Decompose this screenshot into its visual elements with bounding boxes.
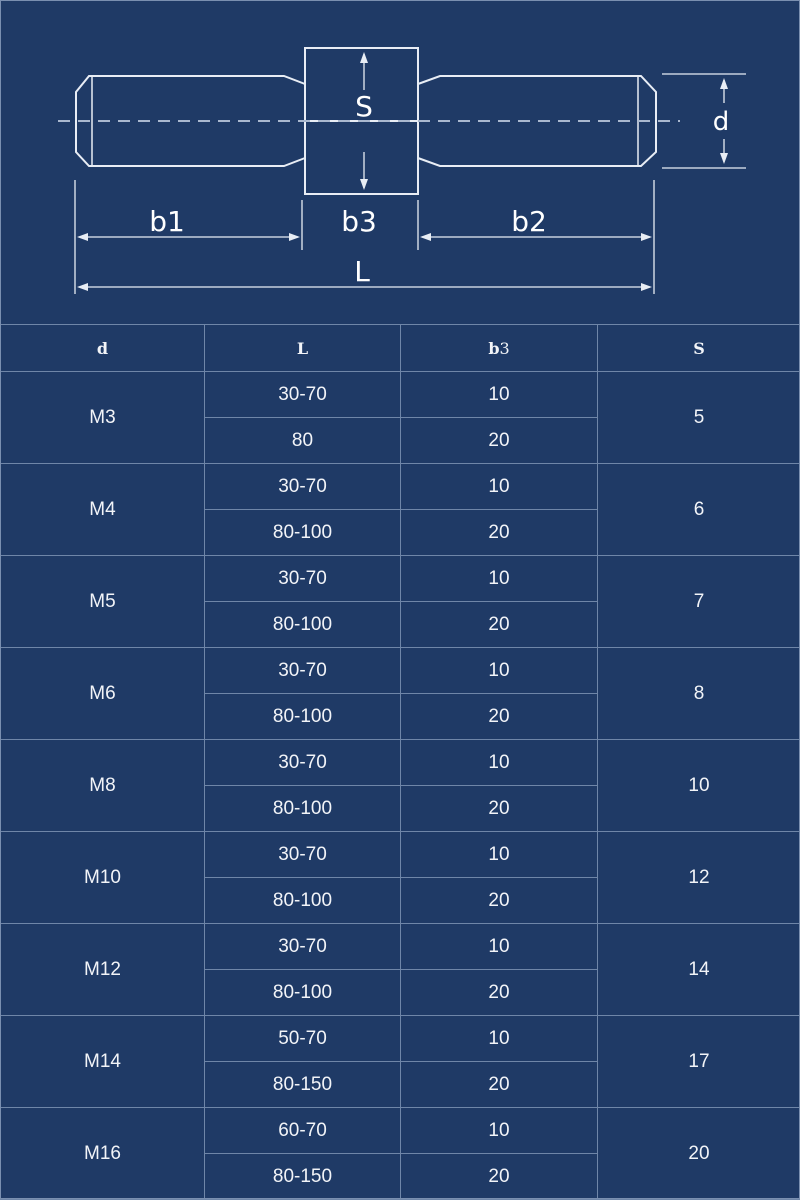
table-row [1, 832, 800, 878]
label-d: d [713, 107, 730, 137]
cell-b3: 20 [401, 694, 598, 740]
table-row [1, 556, 800, 602]
cell-L: 80-100 [205, 970, 401, 1016]
table-row [1, 648, 800, 694]
cell-d: M12 [1, 924, 205, 1016]
table-row [1, 740, 800, 786]
table-row [1, 372, 800, 418]
cell-d: M6 [1, 648, 205, 740]
cell-S: 8 [598, 648, 800, 740]
cell-b3: 10 [401, 1108, 598, 1154]
cell-b3: 20 [401, 1062, 598, 1108]
cell-L: 80-100 [205, 602, 401, 648]
label-L: L [354, 255, 370, 288]
cell-b3: 20 [401, 786, 598, 832]
header-S: S [598, 325, 800, 372]
cell-L: 80-100 [205, 786, 401, 832]
cell-L: 30-70 [205, 372, 401, 418]
cell-L: 50-70 [205, 1016, 401, 1062]
cell-L: 80-100 [205, 510, 401, 556]
cell-S: 7 [598, 556, 800, 648]
left-shank-outline [76, 76, 305, 166]
cell-L: 80-100 [205, 878, 401, 924]
cell-S: 17 [598, 1016, 800, 1108]
cell-b3: 20 [401, 602, 598, 648]
cell-b3: 10 [401, 924, 598, 970]
cell-b3: 10 [401, 1016, 598, 1062]
cell-L: 30-70 [205, 556, 401, 602]
header-d: d [1, 325, 205, 372]
label-b1: b1 [149, 205, 185, 238]
stud-bolt-diagram [0, 0, 800, 323]
cell-b3: 10 [401, 648, 598, 694]
cell-d: M4 [1, 464, 205, 556]
cell-d: M14 [1, 1016, 205, 1108]
cell-S: 10 [598, 740, 800, 832]
cell-L: 30-70 [205, 924, 401, 970]
cell-b3: 20 [401, 510, 598, 556]
cell-b3: 20 [401, 1154, 598, 1200]
cell-d: M16 [1, 1108, 205, 1200]
label-S: S [355, 90, 373, 123]
table-row [1, 1108, 800, 1154]
cell-L: 30-70 [205, 740, 401, 786]
table-row [1, 464, 800, 510]
cell-b3: 10 [401, 556, 598, 602]
cell-L: 80-100 [205, 694, 401, 740]
cell-d: M3 [1, 372, 205, 464]
cell-L: 30-70 [205, 648, 401, 694]
cell-d: M8 [1, 740, 205, 832]
cell-b3: 10 [401, 740, 598, 786]
cell-S: 14 [598, 924, 800, 1016]
header-row [1, 325, 800, 372]
table-row [1, 924, 800, 970]
cell-b3: 10 [401, 832, 598, 878]
cell-b3: 10 [401, 464, 598, 510]
label-b3: b3 [341, 205, 377, 238]
cell-S: 6 [598, 464, 800, 556]
header-b3: b3 [401, 325, 598, 372]
cell-b3: 10 [401, 372, 598, 418]
cell-b3: 20 [401, 878, 598, 924]
cell-L: 60-70 [205, 1108, 401, 1154]
label-b2: b2 [511, 205, 547, 238]
cell-L: 80 [205, 418, 401, 464]
header-L: L [205, 325, 401, 372]
cell-S: 12 [598, 832, 800, 924]
cell-L: 80-150 [205, 1062, 401, 1108]
cell-L: 80-150 [205, 1154, 401, 1200]
cell-d: M5 [1, 556, 205, 648]
cell-b3: 20 [401, 970, 598, 1016]
table-row [1, 1016, 800, 1062]
cell-L: 30-70 [205, 832, 401, 878]
cell-b3: 20 [401, 418, 598, 464]
cell-L: 30-70 [205, 464, 401, 510]
cell-d: M10 [1, 832, 205, 924]
cell-S: 20 [598, 1108, 800, 1200]
spec-table [0, 324, 800, 1200]
cell-S: 5 [598, 372, 800, 464]
